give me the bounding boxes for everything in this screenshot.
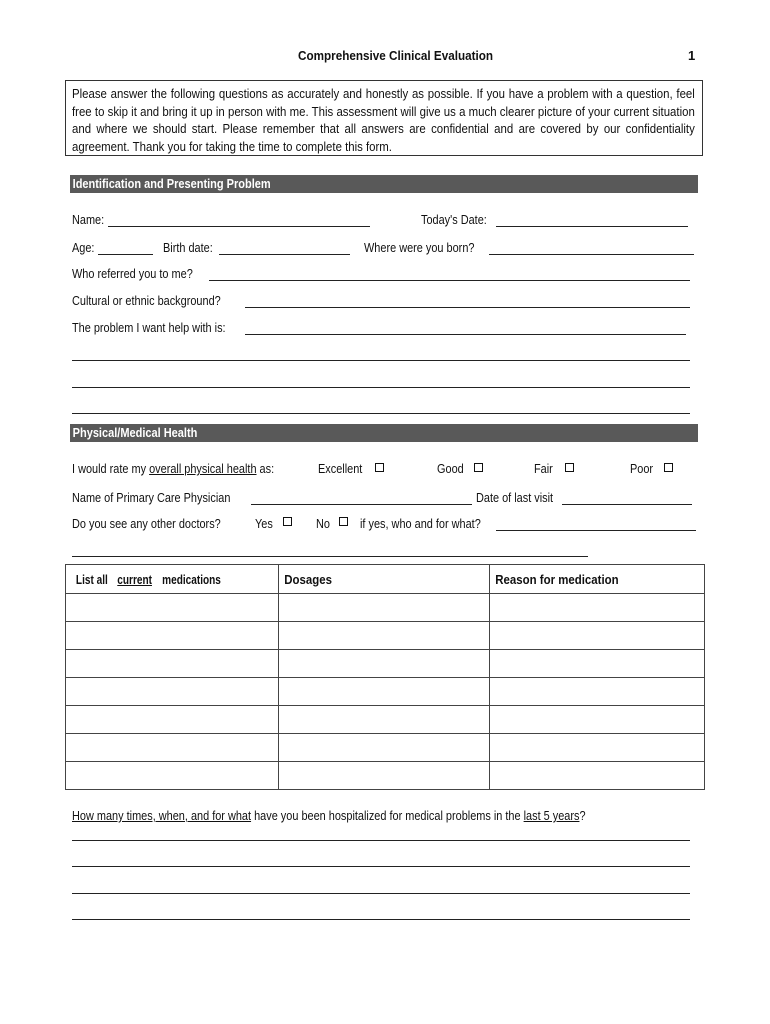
table-cell[interactable] (490, 706, 705, 734)
section-heading-physical (70, 424, 698, 442)
checkbox-fair[interactable] (565, 463, 574, 472)
age-label: Age: (72, 240, 95, 255)
other-doctors-field-1[interactable] (496, 530, 696, 531)
checkbox-poor[interactable] (664, 463, 673, 472)
col2-text: Dosages (284, 571, 332, 587)
checkbox-no[interactable] (339, 517, 348, 526)
no-label: No (316, 516, 330, 531)
rate-prefix: I would rate my (72, 461, 150, 476)
table-cell[interactable] (278, 678, 489, 706)
referred-label: Who referred you to me? (72, 266, 193, 281)
table-row (66, 622, 705, 650)
last-visit-label: Date of last visit (476, 490, 554, 505)
section-heading-identification (70, 175, 698, 193)
todays-date-label: Today's Date: (421, 212, 487, 227)
table-row (66, 594, 705, 622)
born-field[interactable] (489, 254, 694, 255)
problem-field-line-1[interactable] (245, 334, 686, 335)
referred-field[interactable] (209, 280, 690, 281)
problem-field-line-2[interactable] (72, 360, 690, 361)
physician-label: Name of Primary Care Physician (72, 490, 231, 505)
problem-field-line-4[interactable] (72, 413, 690, 414)
section-heading-text: Physical/Medical Health (72, 426, 198, 440)
hospitalized-field-line-1[interactable] (72, 840, 690, 841)
table-cell[interactable] (66, 650, 279, 678)
col-header-dosages (278, 565, 489, 594)
table-header-row (66, 565, 705, 594)
col1-underlined: current (117, 571, 153, 587)
last-visit-field[interactable] (562, 504, 692, 505)
col3-text: Reason for medication (495, 571, 619, 587)
option-fair-label: Fair (534, 461, 553, 476)
birth-date-label: Birth date: (163, 240, 213, 255)
table-cell[interactable] (490, 678, 705, 706)
hospitalized-field-line-3[interactable] (72, 893, 690, 894)
rate-suffix: as: (256, 461, 275, 476)
hospitalized-field-line-2[interactable] (72, 866, 690, 867)
option-poor-label: Poor (630, 461, 654, 476)
table-cell[interactable] (490, 622, 705, 650)
col-header-reason (490, 565, 705, 594)
table-cell[interactable] (490, 734, 705, 762)
table-cell[interactable] (278, 762, 489, 790)
table-cell[interactable] (278, 706, 489, 734)
intro-text: Please answer the following questions as accurately and honestly as possible. If you have a problem with a question, feel free to skip it and bring it up in person with me. This assessment will give us a much clearer picture of your current situation and where we should start. Please remember that all answers are confidential and are covered by our confidentiality agreement. Thank you for taking the time to complete this form. (72, 86, 695, 154)
rate-health-label (72, 461, 274, 476)
name-label: Name: (72, 212, 105, 227)
checkbox-excellent[interactable] (375, 463, 384, 472)
medications-table (65, 564, 705, 790)
intro-box (65, 80, 703, 156)
page-number: 1 (688, 48, 696, 63)
table-row (66, 678, 705, 706)
table-cell[interactable] (66, 622, 279, 650)
table-cell[interactable] (66, 762, 279, 790)
other-doctors-field-2[interactable] (72, 556, 588, 557)
checkbox-good[interactable] (474, 463, 483, 472)
table-cell[interactable] (490, 762, 705, 790)
age-field[interactable] (98, 254, 153, 255)
col1-suffix: medications (162, 571, 221, 587)
yes-label: Yes (255, 516, 273, 531)
table-cell[interactable] (278, 622, 489, 650)
table-cell[interactable] (278, 594, 489, 622)
table-cell[interactable] (490, 650, 705, 678)
table-row (66, 734, 705, 762)
checkbox-yes[interactable] (283, 517, 292, 526)
col-header-medications (66, 565, 279, 594)
table-cell[interactable] (66, 706, 279, 734)
table-row (66, 706, 705, 734)
hospital-q-part1: How many times, when, and for what (72, 808, 252, 823)
table-cell[interactable] (278, 734, 489, 762)
rate-underlined: overall physical health (149, 461, 257, 476)
hospital-q-part2: have you been hospitalized for medical problems in the (251, 808, 524, 823)
todays-date-field[interactable] (496, 226, 688, 227)
hospital-q-part4: ? (579, 808, 586, 823)
problem-field-line-3[interactable] (72, 387, 690, 388)
section-heading-text: Identification and Presenting Problem (72, 177, 271, 191)
option-good-label: Good (437, 461, 464, 476)
background-field[interactable] (245, 307, 690, 308)
option-excellent-label: Excellent (318, 461, 363, 476)
table-row (66, 762, 705, 790)
if-yes-label: if yes, who and for what? (360, 516, 481, 531)
table-cell[interactable] (278, 650, 489, 678)
birth-date-field[interactable] (219, 254, 350, 255)
background-label: Cultural or ethnic background? (72, 293, 221, 308)
hospitalized-question (72, 808, 586, 823)
name-field[interactable] (108, 226, 370, 227)
other-doctors-label: Do you see any other doctors? (72, 516, 221, 531)
table-cell[interactable] (490, 594, 705, 622)
physician-field[interactable] (251, 504, 472, 505)
table-row (66, 650, 705, 678)
problem-label: The problem I want help with is: (72, 320, 226, 335)
hospital-q-part3: last 5 years (523, 808, 580, 823)
born-label: Where were you born? (364, 240, 475, 255)
hospitalized-field-line-4[interactable] (72, 919, 690, 920)
col1-prefix: List all (75, 571, 108, 587)
table-cell[interactable] (66, 594, 279, 622)
page-title: Comprehensive Clinical Evaluation (298, 48, 494, 63)
table-cell[interactable] (66, 734, 279, 762)
table-cell[interactable] (66, 678, 279, 706)
